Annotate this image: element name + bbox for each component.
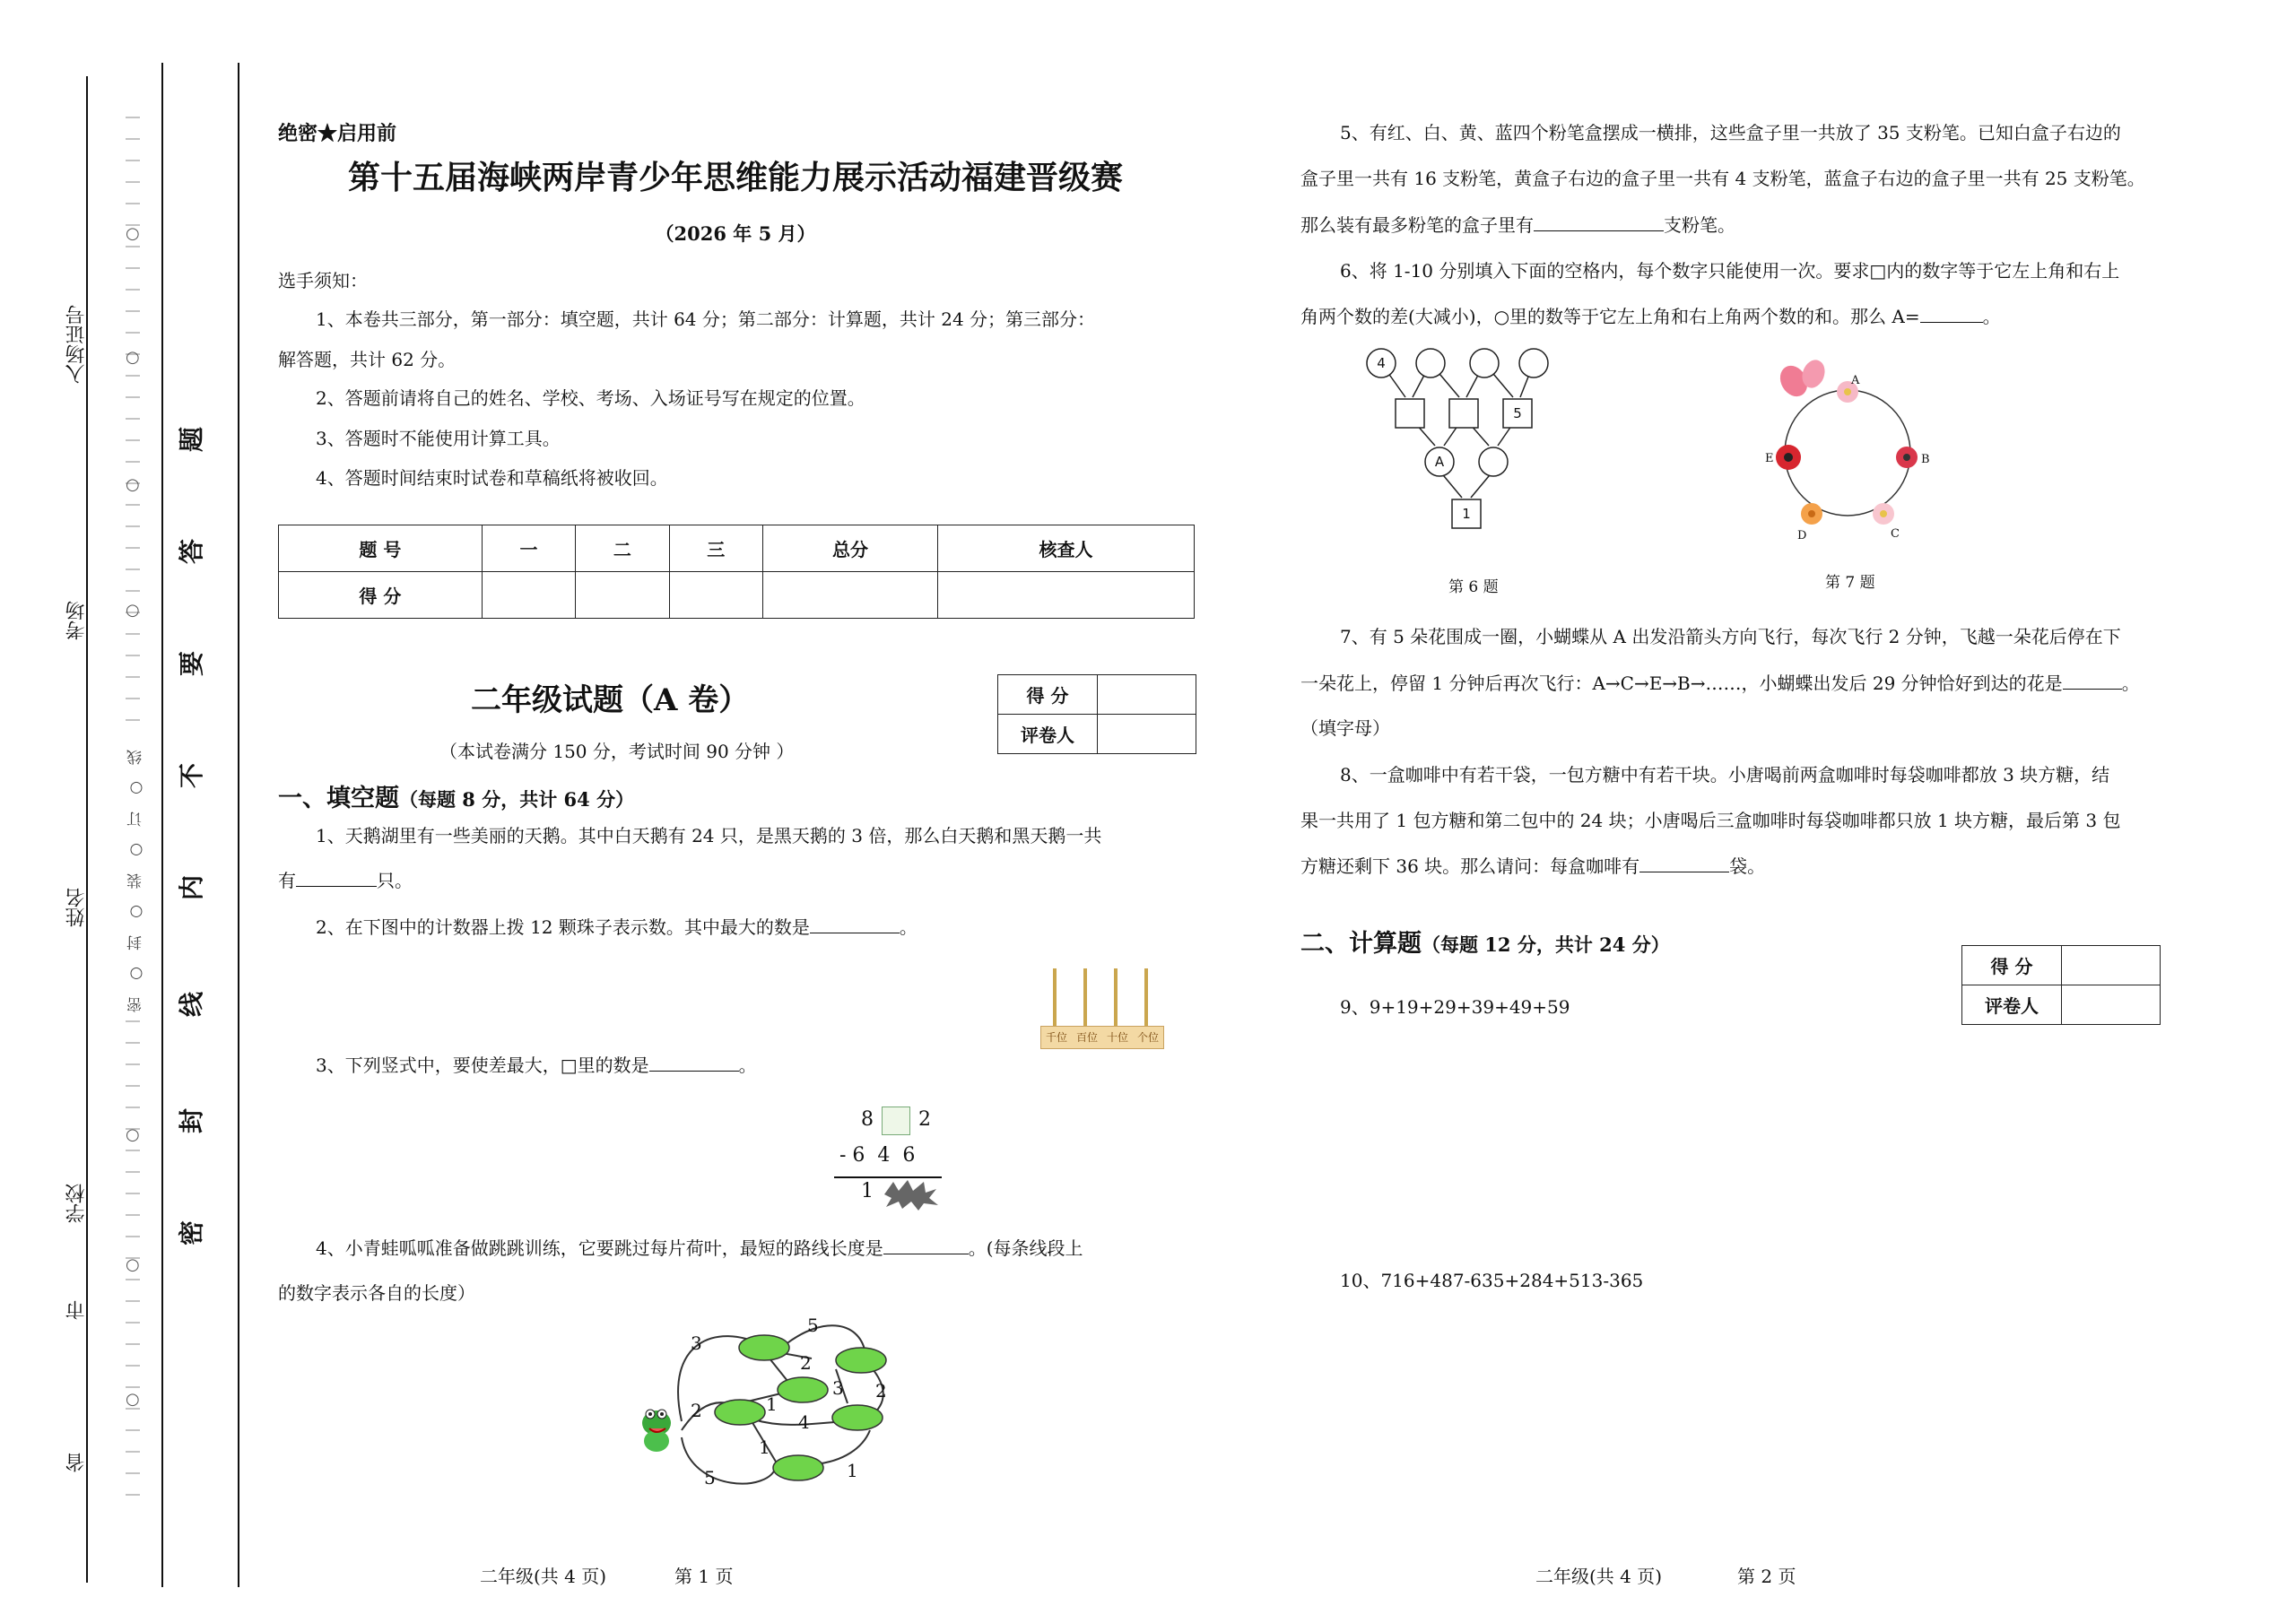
lilypad: [778, 1377, 828, 1402]
field-province-label: 省: [65, 1453, 88, 1472]
q1-answer-blank[interactable]: [296, 868, 377, 887]
cut-circle-icon: ○: [126, 1255, 140, 1274]
section2-title: 二、计算题: [1300, 930, 1422, 958]
notice-4: 4、答题时间结束时试卷和草稿纸将被收回。: [316, 467, 668, 489]
q7-line3: （填字母）: [1300, 717, 1390, 739]
q8-line3: 方糖还剩下 36 块。那么请问：每盒咖啡有 袋。: [1300, 855, 1766, 877]
vertical-subtraction: [834, 1105, 951, 1212]
missing-digit-box: [882, 1107, 910, 1135]
q2-text: 2、在下图中的计数器上拨 12 颗珠子表示数。其中最大的数是 。: [316, 916, 918, 938]
abacus-rod: [1144, 968, 1148, 1026]
q5-line3: 那么装有最多粉笔的盒子里有 支粉笔。: [1300, 214, 1735, 236]
footer-grade: 二年级(共 4 页): [480, 1566, 607, 1587]
flower-icon: [1896, 447, 1918, 468]
frog-icon: [642, 1410, 671, 1452]
exam-date: （2026 年 5 月）: [655, 222, 816, 245]
subtrahend: - 6 4 6: [839, 1144, 916, 1167]
grader-score-label: 得 分: [998, 675, 1098, 715]
fig6-circle: [1416, 349, 1445, 378]
cut-circle-icon: ○: [126, 1390, 140, 1409]
abacus-label: 十位: [1106, 1031, 1128, 1044]
footer-page: 第 2 页: [1737, 1566, 1796, 1587]
cut-circle-icon: ○: [126, 1125, 140, 1144]
hidden-digits-splat-icon: [881, 1178, 940, 1211]
score-cell[interactable]: [762, 572, 937, 619]
section1-title: 一、填空题: [278, 785, 399, 812]
notice-heading: 选手须知：: [278, 270, 368, 291]
q7-line2: 一朵花上，停留 1 分钟后再次飞行：A→C→E→B→……，小蝴蝶出发后 29 分钟恰好到达的花是 。: [1300, 673, 2140, 694]
binding-rule: [238, 63, 239, 1587]
abacus-label: 千位: [1045, 1031, 1067, 1044]
score-cell[interactable]: [576, 572, 669, 619]
edge-length: 1: [766, 1393, 778, 1415]
flower-label: E: [1765, 452, 1774, 465]
flower-label: D: [1797, 529, 1807, 542]
seal-char: 答: [177, 538, 207, 565]
edge-length: 5: [807, 1315, 819, 1336]
lilypad: [739, 1335, 789, 1360]
abacus-figure: [1040, 968, 1162, 1049]
score-cell[interactable]: [669, 572, 762, 619]
edge-length: 2: [691, 1400, 702, 1421]
cut-circle-icon: ○: [126, 475, 140, 494]
seal-char: 要: [177, 650, 207, 677]
abacus-base: [1040, 1026, 1164, 1049]
grader-score-cell[interactable]: [1098, 675, 1196, 715]
figure-6-caption: 第 6 题: [1448, 578, 1499, 596]
section1-heading: [278, 778, 634, 813]
grader-name-cell[interactable]: [1098, 715, 1196, 754]
paper-subtitle: （本试卷满分 150 分，考试时间 90 分钟 ）: [439, 741, 795, 762]
fig6-box: [1396, 399, 1424, 428]
field-school-label: 学校: [65, 1184, 88, 1223]
figure-7-diagram: [1758, 354, 1937, 551]
seal-char: 密: [177, 1219, 207, 1246]
cut-circle-icon: ○: [126, 601, 140, 620]
edge-length: 2: [800, 1352, 812, 1374]
seal-char: 不: [177, 762, 207, 789]
seal-char: 内: [177, 874, 207, 901]
q6-line1: 6、将 1-10 分别填入下面的空格内，每个数字只能使用一次。要求□内的数字等于它左上角和右上: [1340, 260, 2120, 282]
q5-line2: 盒子里一共有 16 支粉笔，黄盒子右边的盒子里一共有 4 支粉笔，蓝盒子右边的盒子里一共有 25 支粉笔。: [1300, 168, 2145, 189]
fig6-value: 5: [1513, 405, 1522, 421]
digit: 2: [918, 1108, 931, 1131]
seal-char: 线: [177, 991, 207, 1018]
seal-char: 题: [177, 426, 207, 453]
grader-name-label: 评卷人: [998, 715, 1098, 754]
section1-note: （每题 8 分，共计 64 分）: [399, 788, 635, 811]
q5-line1: 5、有红、白、黄、蓝四个粉笔盒摆成一横排，这些盒子里一共放了 35 支粉笔。已知白盒子右边的: [1340, 122, 2121, 143]
abacus-rod: [1083, 968, 1087, 1026]
cut-line-text: 密○封○装○订○线: [125, 735, 147, 1012]
q4-answer-blank[interactable]: [883, 1236, 969, 1254]
grader-table: [997, 674, 1196, 754]
paper-title: 二年级试题（A 卷）: [471, 682, 750, 718]
field-room-label: 考场: [65, 601, 88, 640]
q7-answer-blank[interactable]: [2063, 671, 2122, 690]
q9-text: 9、9+19+29+39+49+59: [1340, 996, 1570, 1018]
score-row-label: 得 分: [279, 572, 483, 619]
exam-title: 第十五届海峡两岸青少年思维能力展示活动福建晋级赛: [347, 159, 1123, 196]
q8-answer-blank[interactable]: [1639, 854, 1729, 872]
fig6-circle: [1470, 349, 1499, 378]
q3-text: 3、下列竖式中，要使差最大，□里的数是 。: [316, 1055, 757, 1076]
flower-icon: [1873, 503, 1894, 525]
q1-line1: 1、天鹅湖里有一些美丽的天鹅。其中白天鹅有 24 只，是黑天鹅的 3 倍，那么白天鹅和黑天鹅一共: [316, 825, 1102, 846]
figure-6-diagram: [1363, 345, 1565, 542]
field-admission-label: 入场证号: [65, 305, 88, 384]
footer-grade: 二年级(共 4 页): [1535, 1566, 1663, 1587]
q4-line1: 4、小青蛙呱呱准备做跳跳训练，它要跳过每片荷叶，最短的路线长度是 。(每条线段上: [316, 1237, 1083, 1259]
lilypad: [836, 1348, 886, 1373]
q6-answer-blank[interactable]: [1920, 304, 1983, 323]
flower-icon: [1776, 445, 1801, 470]
edge-length: 1: [759, 1436, 770, 1458]
section2-heading: [1300, 924, 1670, 959]
grader-name-label: 评卷人: [1962, 985, 2062, 1025]
frog-lilypad-diagram: [628, 1305, 906, 1493]
q4-line2: 的数字表示各自的长度）: [278, 1282, 475, 1304]
grader-table: [1961, 945, 2161, 1025]
edge-length: 4: [798, 1411, 810, 1433]
fig6-value: 4: [1377, 355, 1386, 371]
score-header: 总分: [762, 525, 937, 572]
edge-length: 1: [847, 1460, 858, 1481]
edge-length: 5: [704, 1467, 716, 1488]
digit: 8: [861, 1108, 874, 1131]
notice-1: 1、本卷共三部分，第一部分：填空题，共计 64 分；第二部分：计算题，共计 24 分；第三部分：: [316, 308, 1096, 330]
q5-answer-blank[interactable]: [1534, 213, 1664, 231]
q1-line2: 有 只。: [278, 870, 413, 891]
lilypad: [715, 1400, 765, 1425]
binding-rule: [161, 63, 163, 1587]
notice-2: 2、答题前请将自己的姓名、学校、考场、入场证号写在规定的位置。: [316, 387, 865, 409]
edge-length: 3: [832, 1377, 844, 1399]
fig6-value: A: [1434, 454, 1445, 470]
fig6-circle: [1519, 349, 1548, 378]
grader-score-cell[interactable]: [2062, 946, 2161, 985]
score-cell[interactable]: [938, 572, 1195, 619]
seal-char: 封: [177, 1107, 207, 1134]
box-symbol: □: [560, 1055, 578, 1076]
score-header: 题 号: [279, 525, 483, 572]
score-table: [278, 525, 1195, 619]
flower-label: A: [1851, 374, 1860, 387]
figure-7-caption: 第 7 题: [1825, 574, 1875, 592]
edge-length: 2: [875, 1380, 887, 1402]
flower-label: C: [1891, 527, 1900, 541]
grader-name-cell[interactable]: [2062, 985, 2161, 1025]
q8-line2: 果一共用了 1 包方糖和第二包中的 24 块；小唐喝后三盒咖啡时每袋咖啡都只放 1 块方糖，最后第 3 包: [1300, 810, 2121, 831]
edge-length: 3: [691, 1332, 702, 1354]
field-city-label: 市: [65, 1300, 88, 1320]
fig6-value: 1: [1462, 506, 1471, 522]
q2-answer-blank[interactable]: [810, 915, 900, 933]
fig6-circle: [1479, 447, 1508, 476]
fig6-box: [1449, 399, 1478, 428]
score-header: 一: [482, 525, 575, 572]
footer-page: 第 1 页: [674, 1566, 734, 1587]
notice-1b: 解答题，共计 62 分。: [278, 349, 457, 370]
abacus-label: 个位: [1136, 1031, 1159, 1044]
butterfly-icon: [1775, 357, 1829, 402]
grader-score-label: 得 分: [1962, 946, 2062, 985]
binding-line: [86, 76, 88, 1583]
flower-icon: [1801, 503, 1822, 525]
abacus-rod: [1114, 968, 1118, 1026]
q3-answer-blank[interactable]: [649, 1053, 739, 1072]
field-name-label: 姓名: [65, 888, 88, 927]
lilypad: [832, 1405, 883, 1430]
cut-circle-icon: ○: [126, 224, 140, 243]
cut-circle-icon: ○: [126, 348, 140, 367]
q8-line1: 8、一盒咖啡中有若干袋，一包方糖中有若干块。小唐喝前两盒咖啡时每袋咖啡都放 3 块方糖，结: [1340, 764, 2110, 785]
section2-note: （每题 12 分，共计 24 分）: [1422, 933, 1670, 956]
abacus-rod: [1053, 968, 1057, 1026]
q7-line1: 7、有 5 朵花围成一圈，小蝴蝶从 A 出发沿箭头方向飞行，每次飞行 2 分钟，飞越一朵花后停在下: [1340, 626, 2121, 647]
notice-3: 3、答题时不能使用计算工具。: [316, 428, 561, 449]
abacus-label: 百位: [1075, 1031, 1098, 1044]
score-header: 二: [576, 525, 669, 572]
difference-digit: 1: [861, 1180, 874, 1202]
q10-text: 10、716+487-635+284+513-365: [1340, 1270, 1644, 1291]
score-cell[interactable]: [482, 572, 575, 619]
score-header: 三: [669, 525, 762, 572]
score-header: 核查人: [938, 525, 1195, 572]
lilypad: [773, 1455, 823, 1480]
secret-label: 绝密★启用前: [278, 122, 397, 145]
flower-label: B: [1921, 453, 1930, 466]
q6-line2: 角两个数的差(大减小)，○里的数等于它左上角和右上角两个数的和。那么 A= 。: [1300, 306, 2001, 327]
